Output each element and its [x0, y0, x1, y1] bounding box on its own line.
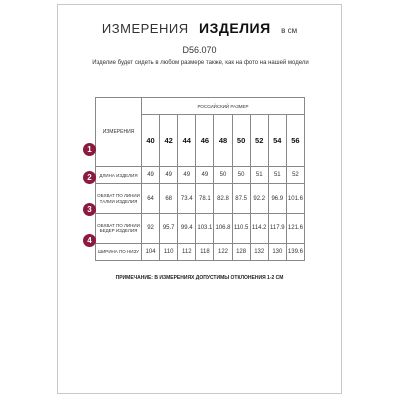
measurement-value: 50 [232, 167, 250, 184]
measurement-value: 78.1 [196, 184, 214, 214]
table-group-row [96, 98, 305, 115]
table-row [96, 184, 305, 214]
measurement-value: 110.5 [232, 214, 250, 244]
table-row [96, 167, 305, 184]
table-row [96, 214, 305, 244]
measurement-value: 117.9 [268, 214, 286, 244]
measurement-value: 50 [214, 167, 232, 184]
measurement-value: 112 [178, 243, 196, 260]
row-number-badge: 2 [83, 171, 96, 184]
measurement-value: 104 [142, 243, 160, 260]
fit-note: Изделие будет сидеть в любом размере также, как на фото на нашей модели [92, 60, 309, 66]
measurement-value: 114.2 [250, 214, 268, 244]
measurement-value: 92 [142, 214, 160, 244]
tolerance-note: ПРИМЕЧАНИЕ: В ИЗМЕРЕНИЯХ ДОПУСТИМЫ ОТКЛОНЕНИЯ 1-2 СМ [115, 275, 284, 281]
measurement-value: 68 [160, 184, 178, 214]
title-unit: в см [281, 26, 298, 35]
measurement-value: 110 [160, 243, 178, 260]
measurement-value: 49 [178, 167, 196, 184]
corner-label: ИЗМЕРЕНИЯ [96, 98, 142, 167]
measurement-label: ДЛИНА ИЗДЕЛИЯ [96, 167, 142, 184]
measurement-value: 118 [196, 243, 214, 260]
measurement-value: 64 [142, 184, 160, 214]
row-number-badge: 4 [83, 234, 96, 247]
measurement-value: 95.7 [160, 214, 178, 244]
measurement-value: 130 [268, 243, 286, 260]
measurement-label: ОБХВАТ ПО ЛИНИИ ТАЛИИ ИЗДЕЛИЯ [96, 184, 142, 214]
title-item: ИЗДЕЛИЯ [199, 20, 271, 36]
title-measurements: ИЗМЕРЕНИЯ [101, 21, 189, 36]
measurement-label: ШИРИНА ПО НИЗУ [96, 243, 142, 260]
size-header-cell: 44 [178, 115, 196, 167]
measurement-value: 49 [160, 167, 178, 184]
measurement-value: 73.4 [178, 184, 196, 214]
size-header-cell: 56 [286, 115, 304, 167]
page-title [58, 18, 341, 38]
measurement-value: 139.6 [286, 243, 304, 260]
row-number-badge: 3 [83, 203, 96, 216]
measurement-value: 132 [250, 243, 268, 260]
measurement-value: 103.1 [196, 214, 214, 244]
measurement-value: 49 [196, 167, 214, 184]
measurement-value: 82.8 [214, 184, 232, 214]
article-number: D56.070 [182, 45, 217, 55]
measurement-value: 99.4 [178, 214, 196, 244]
row-number-badge: 1 [83, 143, 96, 156]
size-header-cell: 42 [160, 115, 178, 167]
measurement-value: 122 [214, 243, 232, 260]
table-body [96, 167, 305, 261]
size-group-label: РОССИЙСКИЙ РАЗМЕР [142, 98, 305, 115]
measurement-value: 101.6 [286, 184, 304, 214]
measurement-value: 52 [286, 167, 304, 184]
measurement-label: ОБХВАТ ПО ЛИНИИ БЕДЕР ИЗДЕЛИЯ [96, 214, 142, 244]
measurement-value: 96.9 [268, 184, 286, 214]
size-header-cell: 46 [196, 115, 214, 167]
measurement-value: 121.6 [286, 214, 304, 244]
measurement-value: 106.8 [214, 214, 232, 244]
size-chart-sheet [57, 4, 342, 394]
size-header-cell: 54 [268, 115, 286, 167]
size-header-cell: 40 [142, 115, 160, 167]
measurement-value: 51 [268, 167, 286, 184]
measurement-value: 92.2 [250, 184, 268, 214]
measurement-value: 51 [250, 167, 268, 184]
size-header-cell: 48 [214, 115, 232, 167]
table-row [96, 243, 305, 260]
measurement-value: 128 [232, 243, 250, 260]
size-header-cell: 50 [232, 115, 250, 167]
size-table [95, 97, 305, 261]
size-header-cell: 52 [250, 115, 268, 167]
measurement-value: 87.5 [232, 184, 250, 214]
measurement-value: 49 [142, 167, 160, 184]
